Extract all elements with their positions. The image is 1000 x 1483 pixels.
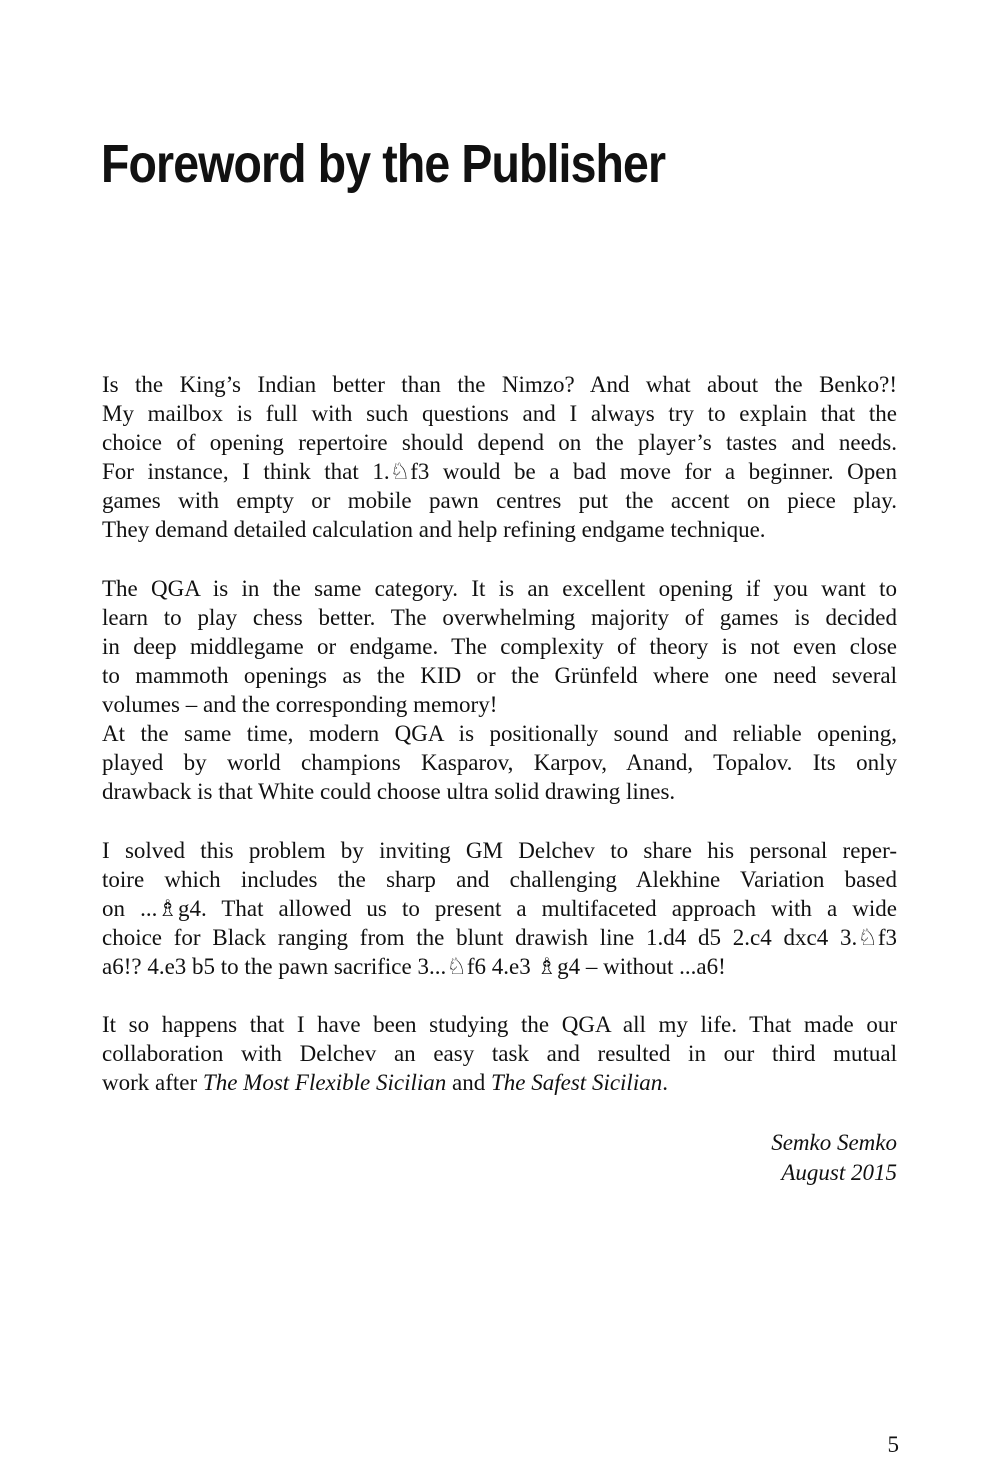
text-line: learn to play chess better. The overwhelming majority of games is decided (102, 604, 897, 630)
paragraph-gap (102, 981, 897, 1010)
text-line: games with empty or mobile pawn centres put the accent on piece play. (102, 488, 897, 514)
text-line-with-titles (102, 1068, 897, 1097)
paragraph-gap (102, 806, 897, 835)
text-line: For instance, I think that 1.♘f3 would be a bad move for a beginner. Open (102, 459, 897, 485)
paragraph-1 (102, 370, 897, 545)
text-line: It so happens that I have been studying the QGA all my life. That made our (102, 1012, 897, 1038)
book-title: The Safest Sicilian (491, 1070, 663, 1096)
text-line: At the same time, modern QGA is positionally sound and reliable opening, (102, 721, 897, 747)
text-line: on ...♗g4. That allowed us to present a multifaceted approach with a wide (102, 895, 897, 921)
text-fragment: work after (102, 1070, 203, 1096)
text-line: in deep middlegame or endgame. The complexity of theory is not even close (102, 633, 897, 659)
text-line: Is the King’s Indian better than the Nimzo? And what about the Benko?! (102, 372, 897, 397)
text-line: played by world champions Kasparov, Karpov, Anand, Topalov. Its only (102, 750, 897, 776)
text-line: The QGA is in the same category. It is an excellent opening if you want to (102, 575, 897, 601)
text-line: a6!? 4.e3 b5 to the pawn sacrifice 3...♘f6 4.e3 ♗g4 – without ...a6! (102, 953, 726, 979)
signature-block (771, 1128, 897, 1187)
text-line: My mailbox is full with such questions and I always try to explain that the (102, 401, 897, 427)
signature-date: August 2015 (781, 1159, 897, 1185)
page-title: Foreword by the Publisher (101, 134, 666, 194)
text-line: to mammoth openings as the KID or the Grünfeld where one need several (102, 662, 897, 688)
text-fragment: and (446, 1070, 491, 1096)
page-number: 5 (887, 1432, 899, 1457)
text-line: toire which includes the sharp and challenging Alekhine Variation based (102, 866, 897, 892)
paragraph-5 (102, 1010, 897, 1097)
paragraph-4 (102, 836, 897, 981)
paragraph-gap (102, 545, 897, 574)
text-line: collaboration with Delchev an easy task and resulted in our third mutual (102, 1041, 897, 1067)
text-line: I solved this problem by inviting GM Delchev to share his personal reper- (102, 837, 897, 863)
book-title: The Most Flexible Sicilian (202, 1070, 447, 1096)
text-line: choice for Black ranging from the blunt drawish line 1.d4 d5 2.c4 dxc4 3.♘f3 (102, 924, 897, 950)
text-line: drawback is that White could choose ultra solid drawing lines. (102, 779, 676, 805)
foreword-body (102, 370, 897, 1097)
paragraph-3 (102, 719, 897, 806)
paragraph-2 (102, 574, 897, 719)
text-line: choice of opening repertoire should depend on the player’s tastes and needs. (102, 430, 897, 456)
text-fragment: . (662, 1070, 668, 1096)
text-line: volumes – and the corresponding memory! (102, 692, 498, 718)
text-line: They demand detailed calculation and help refining endgame technique. (102, 517, 766, 543)
signature-name: Semko Semko (771, 1130, 897, 1155)
